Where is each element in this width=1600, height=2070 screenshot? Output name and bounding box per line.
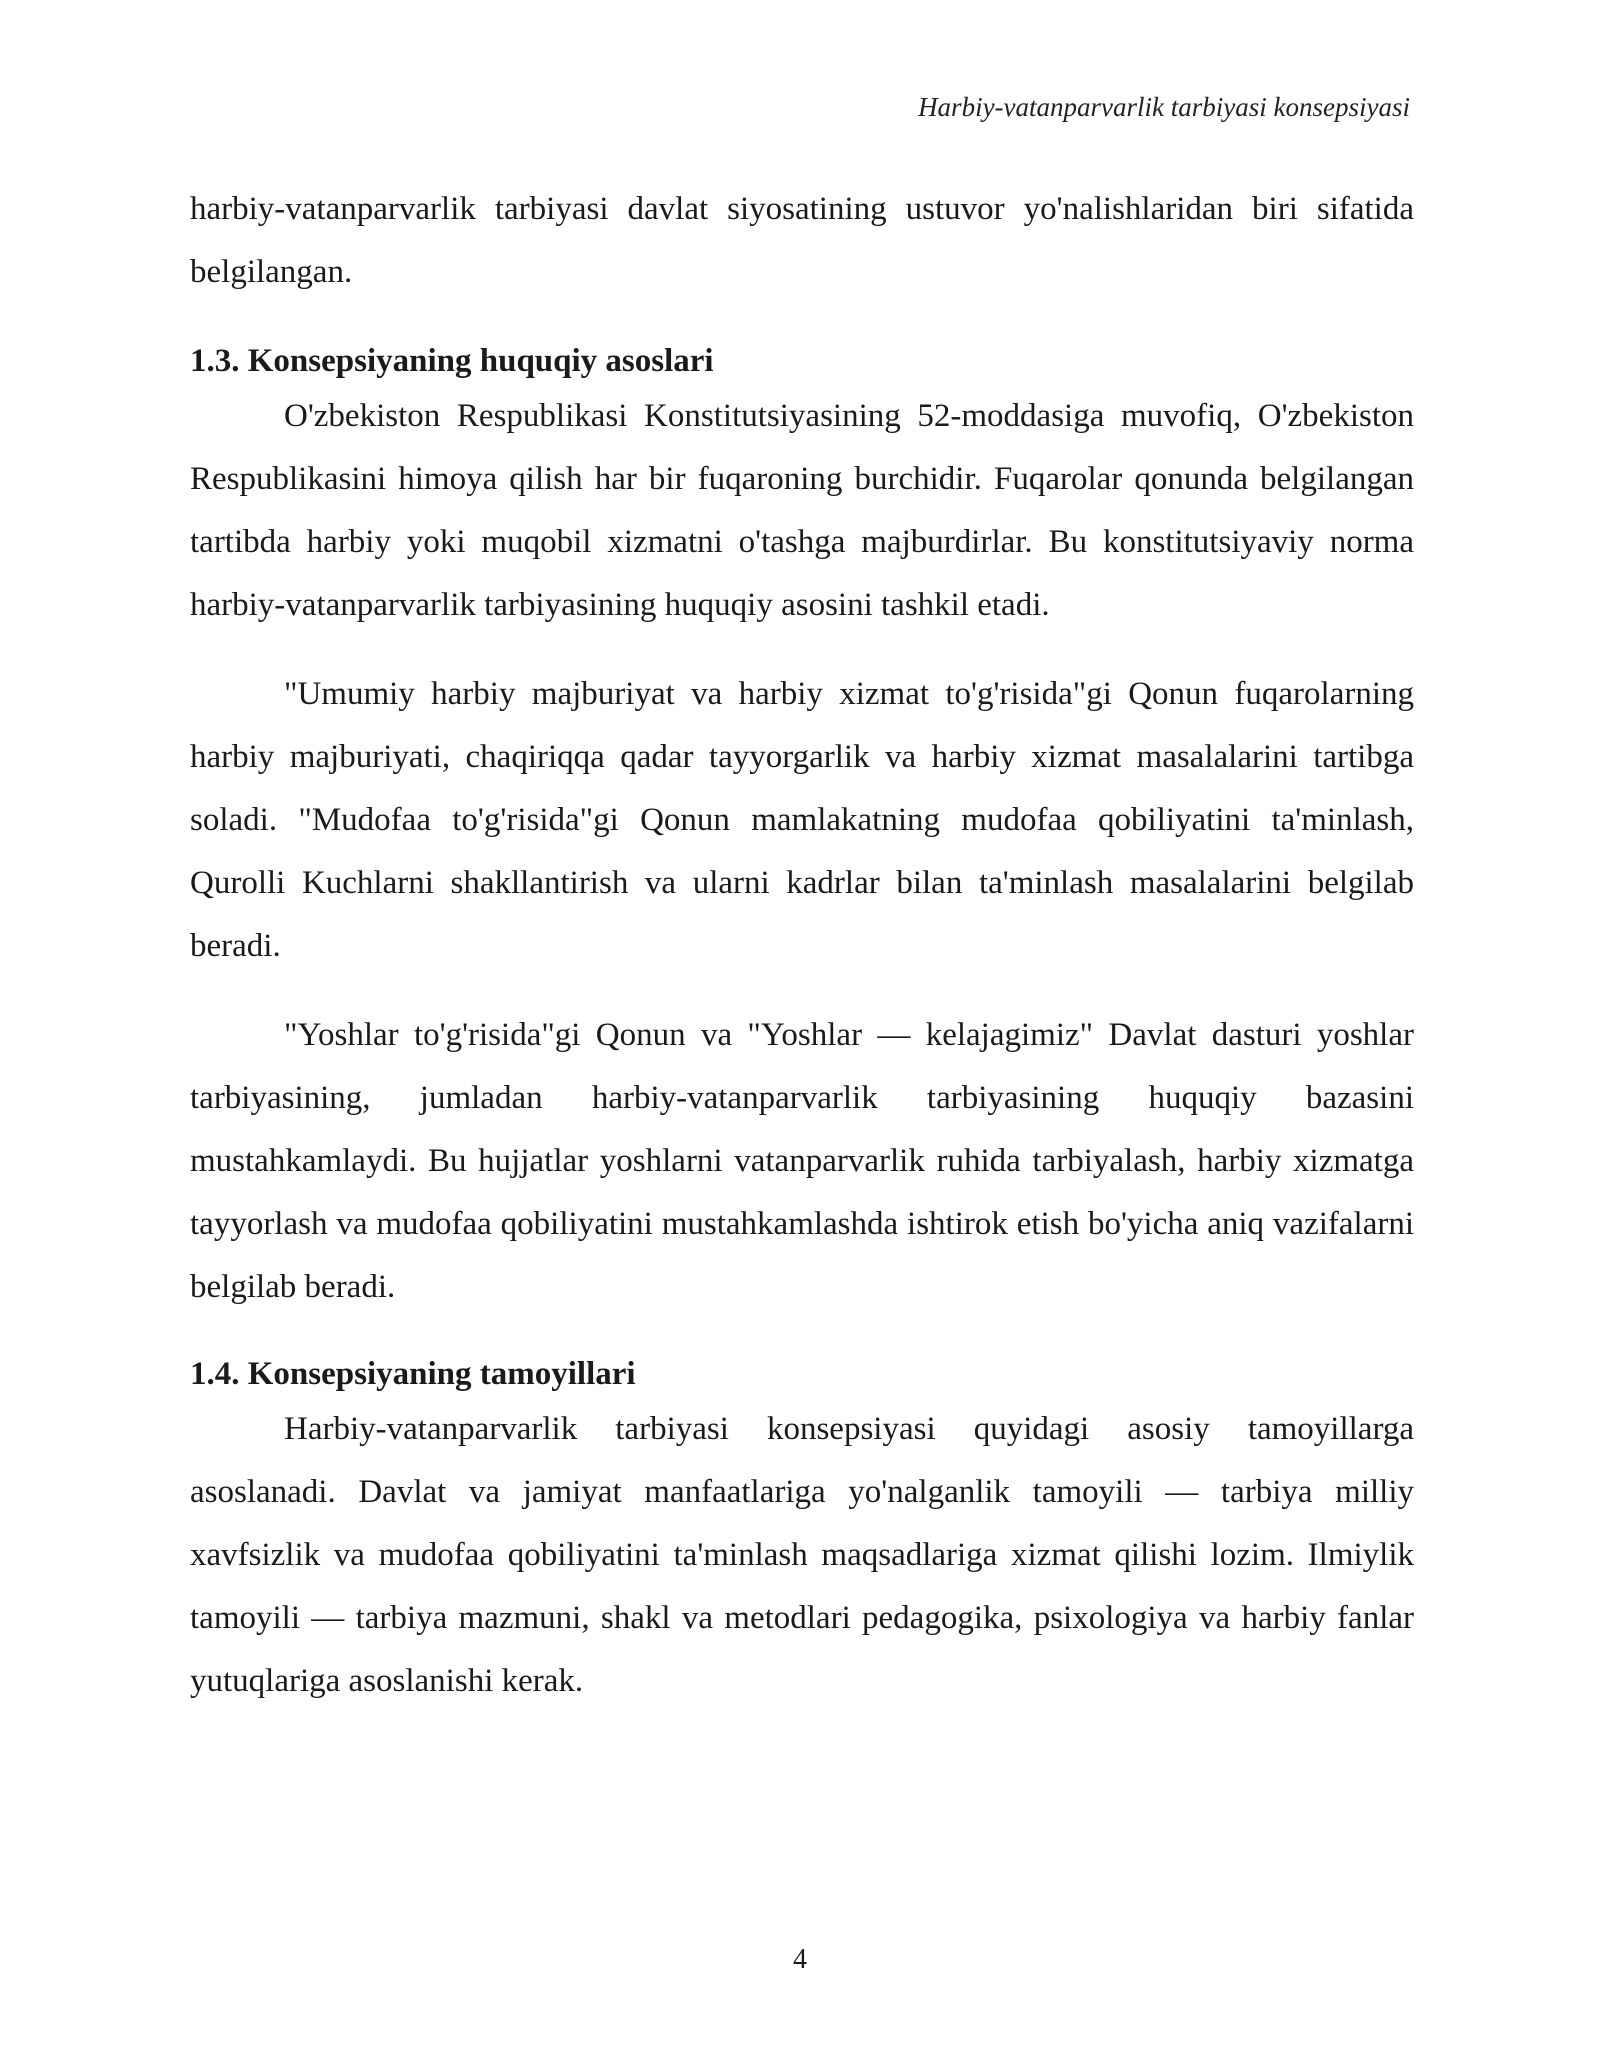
paragraph-youth-law: "Yoshlar to'g'risida"gi Qonun va "Yoshlar — kelajagimiz" Davlat dasturi yoshlar tarbiyasining, jumladan harbiy-vatanparvarlik tarbiyasining huquqiy bazasini mustahkamlaydi. Bu hujjatlar yoshlarni vatanparvarlik ruhida tarbiyalash, harbiy xizmatga tayyorlash va mudofaa qobiliyatini mustahkamlashda ishtirok etish bo'yicha aniq vazifalarni belgilab beradi. — [190, 1017, 1414, 1305]
paragraph-military-law: "Umumiy harbiy majburiyat va harbiy xizmat to'g'risida"gi Qonun fuqarolarning harbiy majburiyati, chaqiriqqa qadar tayyorgarlik va harbiy xizmat masalalarini tartibga soladi. "Mudofaa to'g'risida"gi Qonun mamlakatning mudofaa qobiliyatini ta'minlash, Qurolli Kuchlarni shakllantirish va ularni kadrlar bilan ta'minlash masalalarini belgilab beradi. — [190, 676, 1414, 964]
section-heading-1-4: 1.4. Konsepsiyaning tamoyillari — [190, 1356, 636, 1392]
page-content — [190, 178, 1414, 1713]
page-number: 4 — [793, 1944, 807, 1975]
paragraph-principles: Harbiy-vatanparvarlik tarbiyasi konsepsiyasi quyidagi asosiy tamoyillarga asoslanadi. Davlat va jamiyat manfaatlariga yo'nalganlik tamoyili — tarbiya milliy xavfsizlik va mudofaa qobiliyatini ta'minlash maqsadlariga xizmat qilishi lozim. Ilmiylik tamoyili — tarbiya mazmuni, shakl va metodlari pedagogika, psixologiya va harbiy fanlar yutuqlariga asoslanishi kerak. — [190, 1411, 1414, 1699]
paragraph-constitution: O'zbekiston Respublikasi Konstitutsiyasining 52-moddasiga muvofiq, O'zbekiston Respublikasini himoya qilish har bir fuqaroning burchidir. Fuqarolar qonunda belgilangan tartibda harbiy yoki muqobil xizmatni o'tashga majburdirlar. Bu konstitutsiyaviy norma harbiy-vatanparvarlik tarbiyasining huquqiy asosini tashkil etadi. — [190, 398, 1414, 623]
section-heading-1-3: 1.3. Konsepsiyaning huquqiy asoslari — [190, 343, 714, 379]
continuation-paragraph: harbiy-vatanparvarlik tarbiyasi davlat siyosatining ustuvor yo'nalishlaridan biri sifatida belgilangan. — [190, 191, 1414, 290]
running-header: Harbiy-vatanparvarlik tarbiyasi konsepsiyasi — [918, 92, 1410, 122]
